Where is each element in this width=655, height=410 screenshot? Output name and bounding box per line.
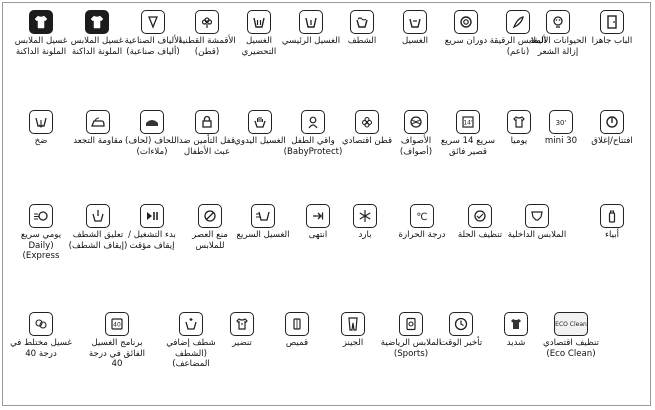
end-arrow-icon [306, 204, 330, 228]
synthetics-item[interactable]: الألياف الصناعية (ألياف صناعية) [122, 10, 184, 57]
sports-icon [399, 312, 423, 336]
daily-express-item[interactable]: يومي سريع (Daily Express) [10, 204, 72, 262]
wool-item[interactable]: الأصواف (أصواف) [385, 110, 447, 157]
synthetics-icon [141, 10, 165, 34]
wool-icon [404, 110, 428, 134]
baby-clothes-item[interactable]: أبياء [581, 204, 643, 241]
main-wash-item[interactable]: الغسيل الرئيسي [280, 10, 342, 47]
cold-item[interactable]: بارد [334, 204, 396, 241]
prewash-icon [247, 10, 271, 34]
quick14-item[interactable]: 14' سريع 14 سريع قصير فائق [437, 110, 499, 157]
spin-icon [454, 10, 478, 34]
daily-item[interactable]: يوميا [488, 110, 550, 147]
underwear-icon [525, 204, 549, 228]
baby-protect-item[interactable]: واقي الطفل (BabyProtect) [282, 110, 344, 157]
delay-item[interactable]: تأخير الوقت [430, 312, 492, 349]
end-item[interactable]: انتهى [287, 204, 349, 241]
dark-colors-item-2[interactable]: غسيل الملابس الملونة الداكنة [10, 10, 72, 57]
main-wash-icon [299, 10, 323, 34]
jeans-item[interactable]: الجينز [322, 312, 384, 349]
drain-icon [29, 110, 53, 134]
cotton-eco-item[interactable]: قطن اقتصادي [336, 110, 398, 147]
door-open-item[interactable]: الباب جاهزا [581, 10, 643, 47]
duvet-item[interactable]: اللحاف (لحاف) (ملاءات) [121, 110, 183, 157]
no-spin-icon [198, 204, 222, 228]
underwear-item[interactable]: الملابس الداخلية [506, 204, 568, 241]
start-pause-item[interactable]: بدء التشغيل / إيقاف مؤقت [121, 204, 183, 251]
dark-shirt-icon [29, 10, 53, 34]
cotton-eco-icon [355, 110, 379, 134]
rinse-item[interactable]: الشطف [331, 10, 393, 47]
delicates-item[interactable]: الملابس الرقيقة (ناعم) [487, 10, 549, 57]
pump-item[interactable]: ضخ [10, 110, 72, 147]
bottle-icon [600, 204, 624, 228]
celsius-icon [410, 204, 434, 228]
quick-wash-icon [251, 204, 275, 228]
svg-text:40: 40 [113, 321, 121, 329]
door-open-icon [600, 10, 624, 34]
super40-item[interactable]: 40 برنامج الغسيل الفائق في درجة 40 [86, 312, 148, 370]
cotton-flower-icon [195, 10, 219, 34]
eco-clean-item[interactable]: ECO Clean تنظيف اقتصادي (Eco Clean) [540, 312, 602, 359]
iron-icon [86, 110, 110, 134]
svg-text:14': 14' [463, 119, 473, 127]
drum-clean-icon [468, 204, 492, 228]
mini30-item[interactable]: 30' mini 30 [530, 110, 592, 147]
quick-wash-item[interactable]: الغسيل السريع [232, 204, 294, 241]
power-icon [600, 110, 624, 134]
hand-wash-icon [248, 110, 272, 134]
duvet-icon [140, 110, 164, 134]
dark-colors-item-1[interactable]: غسيل الملابس الملونة الداكنة [66, 10, 128, 57]
easy-iron-item[interactable]: مقاومة التجعد [67, 110, 129, 147]
child-lock-item[interactable]: قفل التأمين ضد عبث الأطفال [176, 110, 238, 157]
rinse-icon [350, 10, 374, 34]
mixed40-item[interactable]: غسيل مختلط في درجة 40 [10, 312, 72, 359]
snowflake-icon [353, 204, 377, 228]
drum-clean-item[interactable]: تنظيف الحلة [449, 204, 511, 241]
lock-icon [195, 110, 219, 134]
pet-icon [546, 10, 570, 34]
anti-crease-item[interactable]: منع العصر للملابس [179, 204, 241, 251]
shirt-icon [285, 312, 309, 336]
rinse-hold-icon [86, 204, 110, 228]
intensive-shirt-icon [504, 312, 528, 336]
sports-item[interactable]: الملابس الرياضية (Sports) [380, 312, 442, 359]
shirts-item[interactable]: قميص [266, 312, 328, 349]
jeans-icon [341, 312, 365, 336]
play-pause-icon [140, 204, 164, 228]
svg-text:30': 30' [555, 119, 567, 127]
baby-protect-icon [301, 110, 325, 134]
rinse-hold-item[interactable]: تعليق الشطف (إيقاف الشطف) [67, 204, 129, 251]
hand-wash-item[interactable]: الغسيل اليدوي [229, 110, 291, 147]
cotton-item[interactable]: الأقمشة القطنية (قطن) [176, 10, 238, 57]
feather-icon [506, 10, 530, 34]
dark-shirt-icon [85, 10, 109, 34]
clock-icon [449, 312, 473, 336]
extra-rinse-icon [179, 312, 203, 336]
eco-clean-icon: ECO Clean [554, 312, 588, 336]
power-item[interactable]: افتتاح/إغلاق [581, 110, 643, 147]
wash-item[interactable]: الغسيل [384, 10, 446, 47]
temperature-item[interactable]: ℃ درجة الحرارة [391, 204, 453, 241]
wash-tub-icon [403, 10, 427, 34]
intensive-item[interactable]: شديد [485, 312, 547, 349]
pet-hair-item[interactable]: الحيوانات الأليفة إزالة الشعر [527, 10, 589, 57]
daily-shirt-icon [507, 110, 531, 134]
refresh-shirt-icon [230, 312, 254, 336]
super40-icon [105, 312, 129, 336]
prewash-item[interactable]: الغسيل التحضيري [228, 10, 290, 57]
daily-express-icon [29, 204, 53, 228]
svg-text:℃: ℃ [416, 212, 428, 223]
quick14-icon [456, 110, 480, 134]
mixed40-icon [29, 312, 53, 336]
quick-spin-item[interactable]: دوران سريع [435, 10, 497, 47]
mini30-icon [549, 110, 573, 134]
extra-rinse-item[interactable]: شطف إضافي (الشطف المضاعف) [160, 312, 222, 370]
refresh-item[interactable]: تنضير [211, 312, 273, 349]
